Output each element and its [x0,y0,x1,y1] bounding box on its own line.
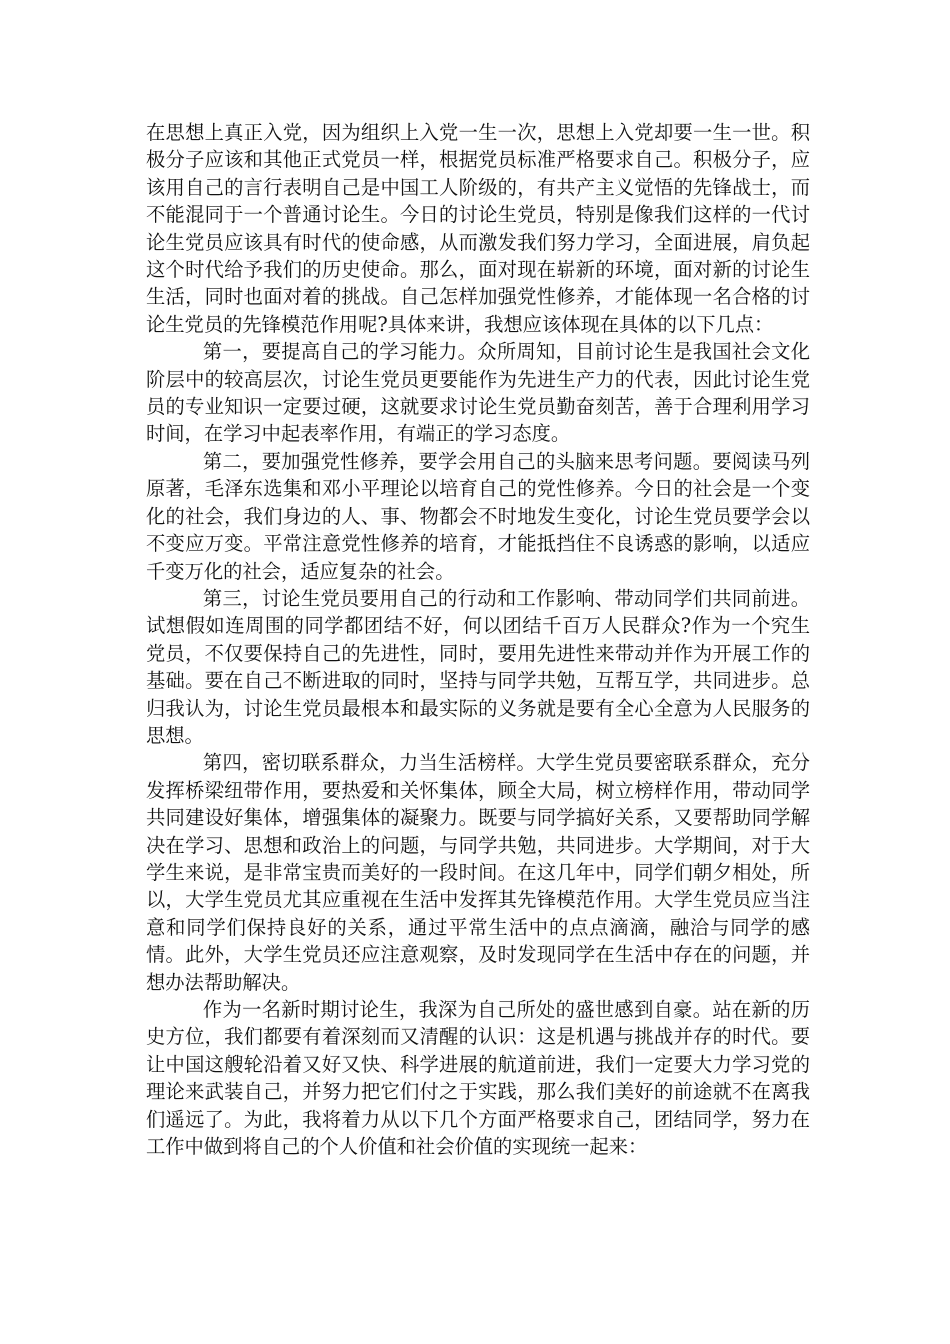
point-three-paragraph: 第三，讨论生党员要用自己的行动和工作影响、带动同学们共同前进。试想假如连周围的同学都团结不好，何以团结千百万人民群众?作为一个究生党员，不仅要保持自己的先进性，同时，要用先进性来带动并作为开展工作的基础。要在自己不断进取的同时，坚持与同学共勉，互帮互学，共同进步。总归我认为，讨论生党员最根本和最实际的义务就是要有全心全意为人民服务的思想。 [146,586,810,747]
point-four-paragraph: 第四，密切联系群众，力当生活榜样。大学生党员要密联系群众，充分发挥桥梁纽带作用，要热爱和关怀集体，顾全大局，树立榜样作用，带动同学共同建设好集体，增强集体的凝聚力。既要与同学搞好关系，又要帮助同学解决在学习、思想和政治上的问题，与同学共勉，共同进步。大学期间，对于大学生来说，是非常宝贵而美好的一段时间。在这几年中，同学们朝夕相处，所以，大学生党员尤其应重视在生活中发挥其先锋模范作用。大学生党员应当注意和同学们保持良好的关系，通过平常生活中的点点滴滴，融洽与同学的感情。此外，大学生党员还应注意观察，及时发现同学在生活中存在的问题，并想办法帮助解决。 [146,751,810,994]
document-page [146,119,810,1160]
point-two-paragraph: 第二，要加强党性修养，要学会用自己的头脑来思考问题。要阅读马列原著，毛泽东选集和邓小平理论以培育自己的党性修养。今日的社会是一个变化的社会，我们身边的人、事、物都会不时地发生变化，讨论生党员要学会以不变应万变。平常注意党性修养的培育，才能抵挡住不良诱惑的影响，以适应千变万化的社会，适应复杂的社会。 [146,449,810,583]
intro-paragraph: 在思想上真正入党，因为组织上入党一生一次，思想上入党却要一生一世。积极分子应该和其他正式党员一样，根据党员标准严格要求自己。积极分子，应该用自己的言行表明自己是中国工人阶级的，有共产主义觉悟的先锋战士，而不能混同于一个普通讨论生。今日的讨论生党员，特别是像我们这样的一代讨论生党员应该具有时代的使命感，从而激发我们努力学习，全面进展，肩负起这个时代给予我们的历史使命。那么，面对现在崭新的环境，面对新的讨论生生活，同时也面对着的挑战。自己怎样加强党性修养，才能体现一名合格的讨论生党员的先锋模范作用呢?具体来讲，我想应该体现在具体的以下几点： [146,121,810,336]
conclusion-paragraph: 作为一名新时期讨论生，我深为自己所处的盛世感到自豪。站在新的历史方位，我们都要有着深刻而又清醒的认识：这是机遇与挑战并存的时代。要让中国这艘轮沿着又好又快、科学进展的航道前进，我们一定要大力学习党的理论来武装自己，并努力把它们付之于实践，那么我们美好的前途就不在离我们遥远了。为此，我将着力从以下几个方面严格要求自己，团结同学，努力在工作中做到将自己的个人价值和社会价值的实现统一起来： [146,998,810,1159]
point-one-paragraph: 第一，要提高自己的学习能力。众所周知，目前讨论生是我国社会文化阶层中的较高层次，讨论生党员更要能作为先进生产力的代表，因此讨论生党员的专业知识一定要过硬，这就要求讨论生党员勤奋刻苦，善于合理利用学习时间，在学习中起表率作用，有端正的学习态度。 [146,340,810,446]
